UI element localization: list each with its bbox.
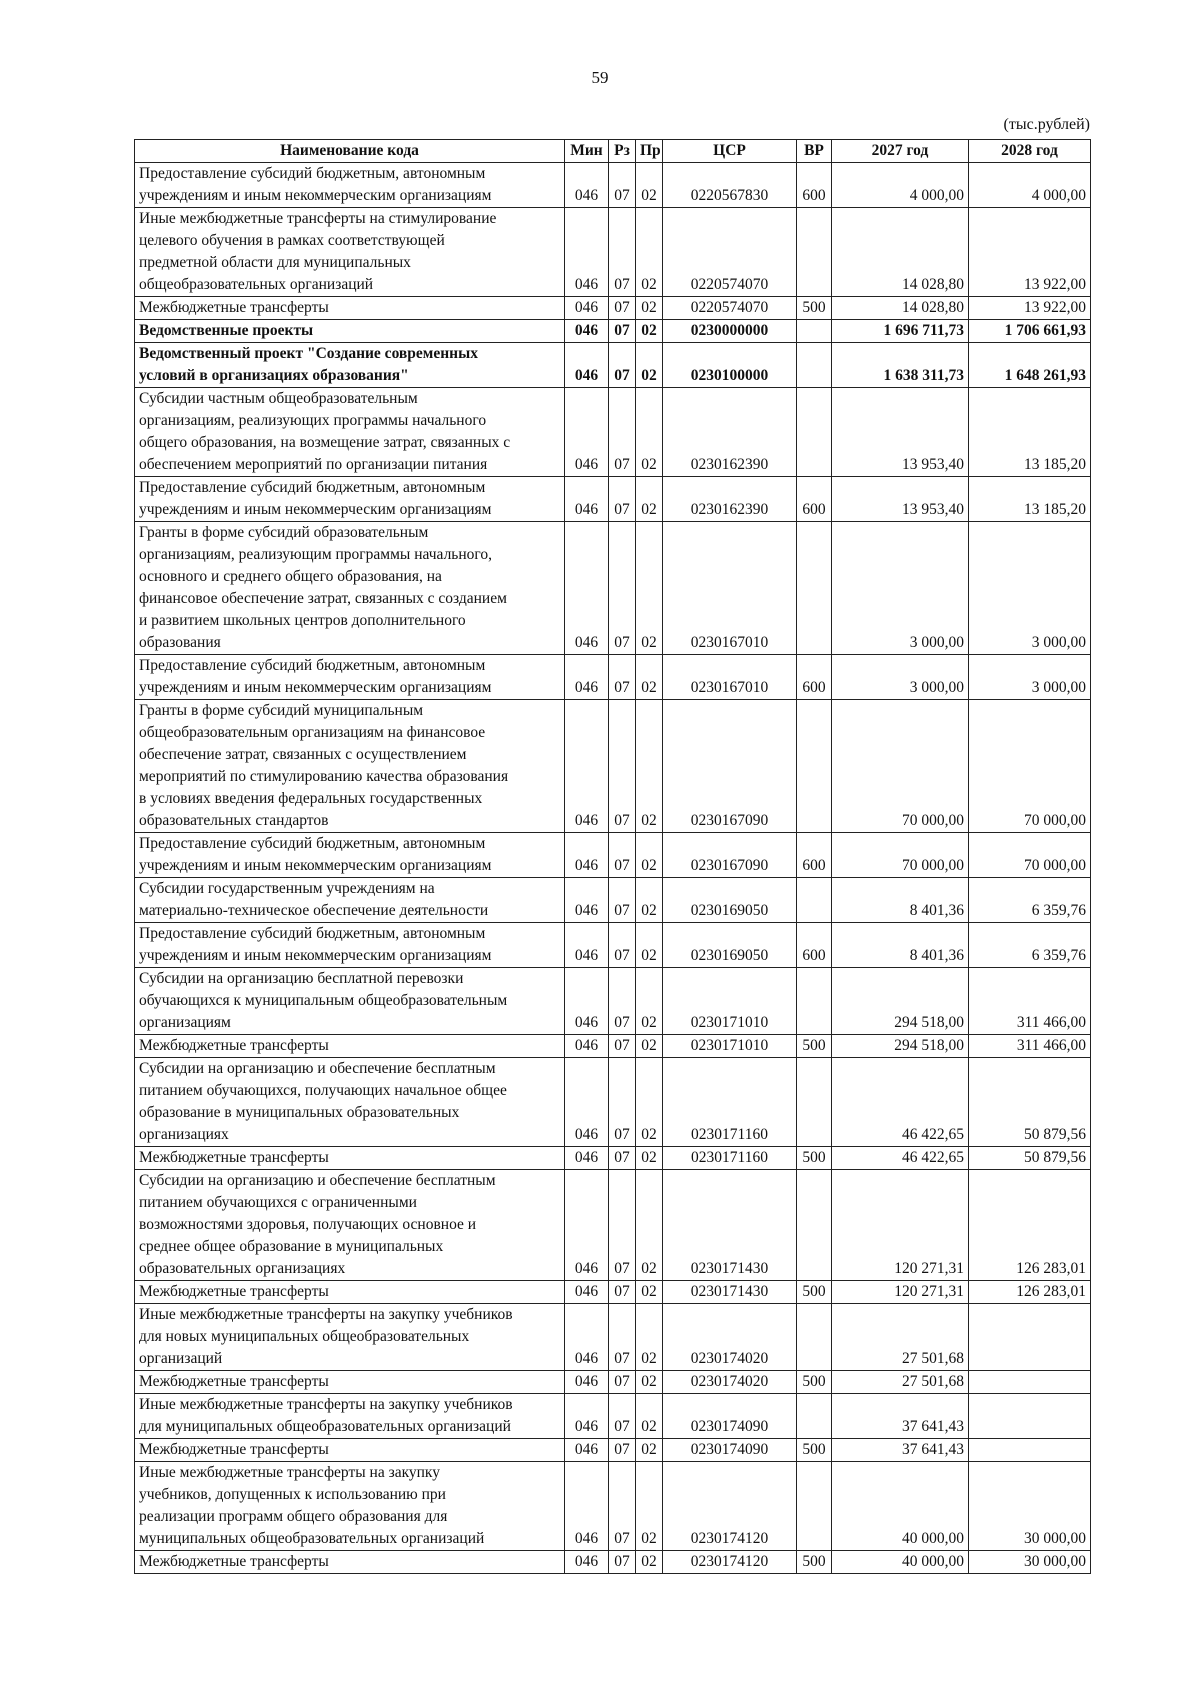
cell-2028: 70 000,00 — [969, 833, 1091, 878]
cell-2028: 1 648 261,93 — [969, 343, 1091, 388]
cell-2027: 1 696 711,73 — [832, 320, 969, 343]
cell-min: 046 — [565, 923, 609, 968]
table-row — [135, 655, 1091, 700]
cell-min: 046 — [565, 968, 609, 1035]
header-csr: ЦСР — [663, 140, 797, 163]
cell-min: 046 — [565, 388, 609, 477]
cell-csr: 0230171430 — [663, 1281, 797, 1304]
cell-min: 046 — [565, 343, 609, 388]
cell-name: Ведомственный проект "Создание современных условий в организациях образования" — [135, 343, 565, 388]
header-2027: 2027 год — [832, 140, 969, 163]
cell-2027: 13 953,40 — [832, 477, 969, 522]
cell-2027: 37 641,43 — [832, 1394, 969, 1439]
cell-rz: 07 — [609, 833, 636, 878]
table-row — [135, 1058, 1091, 1147]
cell-2028: 6 359,76 — [969, 923, 1091, 968]
cell-2028 — [969, 1371, 1091, 1394]
table-row — [135, 208, 1091, 297]
cell-pr: 02 — [636, 923, 663, 968]
cell-min: 046 — [565, 320, 609, 343]
cell-2028: 70 000,00 — [969, 700, 1091, 833]
cell-vr: 500 — [797, 1439, 832, 1462]
cell-vr — [797, 320, 832, 343]
cell-rz: 07 — [609, 1058, 636, 1147]
cell-2028: 13 185,20 — [969, 477, 1091, 522]
cell-2028: 3 000,00 — [969, 522, 1091, 655]
cell-2027: 3 000,00 — [832, 522, 969, 655]
cell-rz: 07 — [609, 1551, 636, 1574]
cell-vr — [797, 208, 832, 297]
cell-name: Иные межбюджетные трансферты на закупку учебников для новых муниципальных общеобразовательных организаций — [135, 1304, 565, 1371]
header-vr: ВР — [797, 140, 832, 163]
cell-name: Субсидии на организацию и обеспечение бесплатным питанием обучающихся, получающих начальное общее образование в муниципальных образовательных организациях — [135, 1058, 565, 1147]
cell-2028: 3 000,00 — [969, 655, 1091, 700]
table-row — [135, 297, 1091, 320]
cell-vr — [797, 343, 832, 388]
cell-vr: 600 — [797, 923, 832, 968]
cell-pr: 02 — [636, 1304, 663, 1371]
cell-csr: 0230162390 — [663, 388, 797, 477]
cell-min: 046 — [565, 1439, 609, 1462]
table-row — [135, 833, 1091, 878]
cell-csr: 0220574070 — [663, 297, 797, 320]
cell-rz: 07 — [609, 163, 636, 208]
table-row — [135, 1035, 1091, 1058]
cell-2028: 13 922,00 — [969, 208, 1091, 297]
cell-vr: 600 — [797, 655, 832, 700]
table-row — [135, 923, 1091, 968]
table-row — [135, 1551, 1091, 1574]
cell-rz: 07 — [609, 1462, 636, 1551]
cell-min: 046 — [565, 1462, 609, 1551]
table-row — [135, 1147, 1091, 1170]
cell-pr: 02 — [636, 1551, 663, 1574]
cell-vr: 600 — [797, 477, 832, 522]
cell-vr — [797, 1394, 832, 1439]
cell-2028 — [969, 1394, 1091, 1439]
cell-name: Субсидии государственным учреждениям на материально-техническое обеспечение деятельности — [135, 878, 565, 923]
cell-pr: 02 — [636, 878, 663, 923]
cell-2028 — [969, 1304, 1091, 1371]
cell-pr: 02 — [636, 1439, 663, 1462]
cell-min: 046 — [565, 1170, 609, 1281]
cell-name: Предоставление субсидий бюджетным, автономным учреждениям и иным некоммерческим организациям — [135, 163, 565, 208]
cell-2027: 27 501,68 — [832, 1371, 969, 1394]
cell-vr — [797, 700, 832, 833]
cell-pr: 02 — [636, 655, 663, 700]
cell-min: 046 — [565, 1281, 609, 1304]
cell-pr: 02 — [636, 1170, 663, 1281]
cell-vr: 600 — [797, 833, 832, 878]
cell-2028: 50 879,56 — [969, 1058, 1091, 1147]
cell-rz: 07 — [609, 968, 636, 1035]
cell-2027: 8 401,36 — [832, 878, 969, 923]
cell-vr: 500 — [797, 1147, 832, 1170]
cell-pr: 02 — [636, 833, 663, 878]
cell-rz: 07 — [609, 1439, 636, 1462]
table-row — [135, 700, 1091, 833]
cell-csr: 0230167010 — [663, 522, 797, 655]
cell-min: 046 — [565, 477, 609, 522]
cell-min: 046 — [565, 1058, 609, 1147]
cell-rz: 07 — [609, 1147, 636, 1170]
cell-2027: 4 000,00 — [832, 163, 969, 208]
budget-table — [134, 139, 1091, 1574]
cell-csr: 0230169050 — [663, 878, 797, 923]
cell-2027: 14 028,80 — [832, 297, 969, 320]
cell-rz: 07 — [609, 388, 636, 477]
table-row — [135, 878, 1091, 923]
cell-min: 046 — [565, 833, 609, 878]
header-name: Наименование кода — [135, 140, 565, 163]
units-label: (тыс.рублей) — [1003, 116, 1090, 133]
cell-2027: 46 422,65 — [832, 1147, 969, 1170]
cell-vr: 500 — [797, 1035, 832, 1058]
cell-pr: 02 — [636, 968, 663, 1035]
cell-csr: 0230171010 — [663, 1035, 797, 1058]
cell-min: 046 — [565, 1304, 609, 1371]
cell-name: Предоставление субсидий бюджетным, автономным учреждениям и иным некоммерческим организациям — [135, 477, 565, 522]
cell-2028: 13 185,20 — [969, 388, 1091, 477]
cell-rz: 07 — [609, 923, 636, 968]
cell-2028: 6 359,76 — [969, 878, 1091, 923]
cell-name: Гранты в форме субсидий образовательным организациям, реализующим программы начального, основного и среднего общего образования, на финансовое обеспечение затрат, связанных с созданием и развитием школьных центров дополнительного образования — [135, 522, 565, 655]
cell-rz: 07 — [609, 1170, 636, 1281]
cell-csr: 0230174090 — [663, 1439, 797, 1462]
cell-name: Иные межбюджетные трансферты на закупку учебников, допущенных к использованию при реализации программ общего образования для муниципальных общеобразовательных организаций — [135, 1462, 565, 1551]
cell-2028: 30 000,00 — [969, 1462, 1091, 1551]
header-pr: Пр — [636, 140, 663, 163]
cell-rz: 07 — [609, 477, 636, 522]
cell-csr: 0230167090 — [663, 833, 797, 878]
page-number: 59 — [591, 68, 609, 87]
cell-name: Межбюджетные трансферты — [135, 1281, 565, 1304]
table-row — [135, 477, 1091, 522]
cell-rz: 07 — [609, 1281, 636, 1304]
cell-rz: 07 — [609, 1304, 636, 1371]
cell-2028: 50 879,56 — [969, 1147, 1091, 1170]
cell-csr: 0230171160 — [663, 1147, 797, 1170]
cell-csr: 0230000000 — [663, 320, 797, 343]
cell-name: Межбюджетные трансферты — [135, 1551, 565, 1574]
table-header-row — [135, 140, 1091, 163]
cell-pr: 02 — [636, 388, 663, 477]
cell-csr: 0230171160 — [663, 1058, 797, 1147]
cell-2028: 311 466,00 — [969, 1035, 1091, 1058]
cell-2028: 126 283,01 — [969, 1170, 1091, 1281]
cell-min: 046 — [565, 655, 609, 700]
cell-min: 046 — [565, 1371, 609, 1394]
cell-csr: 0230171430 — [663, 1170, 797, 1281]
cell-csr: 0230162390 — [663, 477, 797, 522]
cell-csr: 0230167090 — [663, 700, 797, 833]
cell-name: Иные межбюджетные трансферты на закупку учебников для муниципальных общеобразовательных организаций — [135, 1394, 565, 1439]
cell-csr: 0230167010 — [663, 655, 797, 700]
cell-2028: 1 706 661,93 — [969, 320, 1091, 343]
cell-rz: 07 — [609, 700, 636, 833]
cell-name: Межбюджетные трансферты — [135, 297, 565, 320]
table-row — [135, 388, 1091, 477]
cell-pr: 02 — [636, 1371, 663, 1394]
cell-2027: 40 000,00 — [832, 1462, 969, 1551]
cell-pr: 02 — [636, 1394, 663, 1439]
cell-rz: 07 — [609, 522, 636, 655]
cell-vr: 500 — [797, 1371, 832, 1394]
table-row — [135, 1281, 1091, 1304]
cell-2027: 13 953,40 — [832, 388, 969, 477]
cell-min: 046 — [565, 700, 609, 833]
cell-2028: 311 466,00 — [969, 968, 1091, 1035]
table-row — [135, 1304, 1091, 1371]
cell-2027: 27 501,68 — [832, 1304, 969, 1371]
cell-min: 046 — [565, 1394, 609, 1439]
cell-vr — [797, 388, 832, 477]
table-row — [135, 343, 1091, 388]
cell-min: 046 — [565, 208, 609, 297]
table-row — [135, 522, 1091, 655]
cell-2027: 14 028,80 — [832, 208, 969, 297]
cell-2028: 13 922,00 — [969, 297, 1091, 320]
cell-rz: 07 — [609, 878, 636, 923]
table-row — [135, 163, 1091, 208]
header-rz: Рз — [609, 140, 636, 163]
cell-2027: 8 401,36 — [832, 923, 969, 968]
cell-2028: 4 000,00 — [969, 163, 1091, 208]
cell-name: Межбюджетные трансферты — [135, 1371, 565, 1394]
cell-pr: 02 — [636, 700, 663, 833]
cell-rz: 07 — [609, 1394, 636, 1439]
cell-rz: 07 — [609, 343, 636, 388]
table-row — [135, 1439, 1091, 1462]
cell-name: Субсидии на организацию бесплатной перевозки обучающихся к муниципальным общеобразовательным организациям — [135, 968, 565, 1035]
cell-pr: 02 — [636, 208, 663, 297]
cell-vr — [797, 878, 832, 923]
cell-pr: 02 — [636, 1462, 663, 1551]
cell-rz: 07 — [609, 1371, 636, 1394]
cell-csr: 0230174120 — [663, 1462, 797, 1551]
cell-min: 046 — [565, 878, 609, 923]
cell-pr: 02 — [636, 1058, 663, 1147]
cell-2027: 70 000,00 — [832, 833, 969, 878]
header-2028: 2028 год — [969, 140, 1091, 163]
cell-name: Ведомственные проекты — [135, 320, 565, 343]
cell-2027: 120 271,31 — [832, 1281, 969, 1304]
table-row — [135, 1371, 1091, 1394]
cell-2028: 30 000,00 — [969, 1551, 1091, 1574]
cell-vr — [797, 522, 832, 655]
header-min: Мин — [565, 140, 609, 163]
cell-min: 046 — [565, 1147, 609, 1170]
cell-2027: 120 271,31 — [832, 1170, 969, 1281]
cell-pr: 02 — [636, 297, 663, 320]
cell-pr: 02 — [636, 522, 663, 655]
cell-min: 046 — [565, 297, 609, 320]
cell-2028 — [969, 1439, 1091, 1462]
cell-csr: 0220574070 — [663, 208, 797, 297]
table-body — [135, 163, 1091, 1574]
cell-pr: 02 — [636, 343, 663, 388]
cell-csr: 0230174020 — [663, 1371, 797, 1394]
table-row — [135, 320, 1091, 343]
cell-rz: 07 — [609, 655, 636, 700]
cell-2027: 40 000,00 — [832, 1551, 969, 1574]
cell-vr — [797, 1304, 832, 1371]
cell-name: Иные межбюджетные трансферты на стимулирование целевого обучения в рамках соответствующей предметной области для муниципальных общеобразовательных организаций — [135, 208, 565, 297]
cell-vr: 500 — [797, 1551, 832, 1574]
cell-name: Гранты в форме субсидий муниципальным общеобразовательным организациям на финансовое обеспечение затрат, связанных с осуществлением мероприятий по стимулированию качества образования в условиях введения федеральных государственных образовательных стандартов — [135, 700, 565, 833]
cell-csr: 0230174120 — [663, 1551, 797, 1574]
cell-csr: 0220567830 — [663, 163, 797, 208]
cell-vr: 500 — [797, 1281, 832, 1304]
cell-name: Межбюджетные трансферты — [135, 1147, 565, 1170]
cell-csr: 0230174020 — [663, 1304, 797, 1371]
cell-csr: 0230169050 — [663, 923, 797, 968]
cell-min: 046 — [565, 1551, 609, 1574]
cell-name: Предоставление субсидий бюджетным, автономным учреждениям и иным некоммерческим организациям — [135, 833, 565, 878]
cell-vr — [797, 1170, 832, 1281]
cell-vr: 500 — [797, 297, 832, 320]
cell-rz: 07 — [609, 297, 636, 320]
cell-rz: 07 — [609, 1035, 636, 1058]
cell-vr: 600 — [797, 163, 832, 208]
cell-pr: 02 — [636, 1147, 663, 1170]
table-row — [135, 1462, 1091, 1551]
table-row — [135, 1394, 1091, 1439]
cell-rz: 07 — [609, 208, 636, 297]
cell-min: 046 — [565, 522, 609, 655]
table-row — [135, 1170, 1091, 1281]
cell-name: Субсидии частным общеобразовательным организациям, реализующих программы начального общего образования, на возмещение затрат, связанных с обеспечением мероприятий по организации питания — [135, 388, 565, 477]
cell-min: 046 — [565, 163, 609, 208]
cell-2027: 70 000,00 — [832, 700, 969, 833]
cell-csr: 0230174090 — [663, 1394, 797, 1439]
cell-csr: 0230171010 — [663, 968, 797, 1035]
cell-2027: 294 518,00 — [832, 968, 969, 1035]
cell-2028: 126 283,01 — [969, 1281, 1091, 1304]
cell-pr: 02 — [636, 320, 663, 343]
cell-2027: 37 641,43 — [832, 1439, 969, 1462]
cell-name: Предоставление субсидий бюджетным, автономным учреждениям и иным некоммерческим организациям — [135, 923, 565, 968]
cell-vr — [797, 968, 832, 1035]
table-row — [135, 968, 1091, 1035]
cell-pr: 02 — [636, 163, 663, 208]
cell-2027: 294 518,00 — [832, 1035, 969, 1058]
cell-2027: 3 000,00 — [832, 655, 969, 700]
cell-name: Субсидии на организацию и обеспечение бесплатным питанием обучающихся с ограниченными возможностями здоровья, получающих основное и среднее общее образование в муниципальных образовательных организациях — [135, 1170, 565, 1281]
cell-name: Межбюджетные трансферты — [135, 1439, 565, 1462]
cell-pr: 02 — [636, 1281, 663, 1304]
cell-vr — [797, 1462, 832, 1551]
cell-2027: 1 638 311,73 — [832, 343, 969, 388]
cell-vr — [797, 1058, 832, 1147]
cell-pr: 02 — [636, 1035, 663, 1058]
cell-pr: 02 — [636, 477, 663, 522]
cell-rz: 07 — [609, 320, 636, 343]
cell-min: 046 — [565, 1035, 609, 1058]
cell-csr: 0230100000 — [663, 343, 797, 388]
cell-2027: 46 422,65 — [832, 1058, 969, 1147]
cell-name: Предоставление субсидий бюджетным, автономным учреждениям и иным некоммерческим организациям — [135, 655, 565, 700]
cell-name: Межбюджетные трансферты — [135, 1035, 565, 1058]
